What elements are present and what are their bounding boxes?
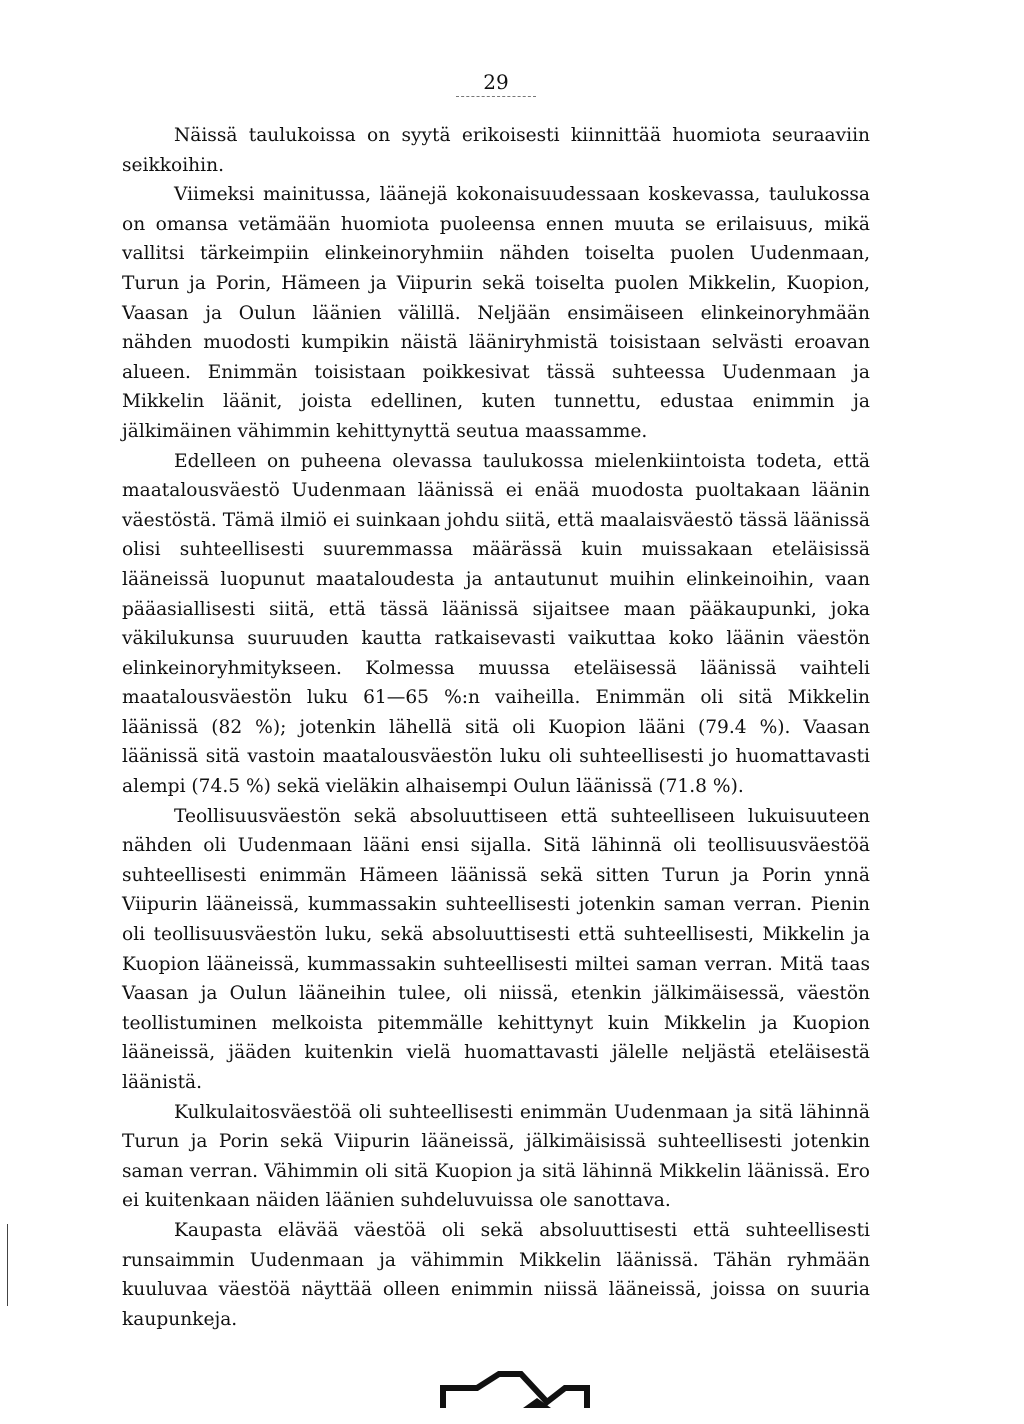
margin-mark bbox=[7, 1224, 8, 1306]
paragraph: Teollisuusväestön sekä absoluuttiseen että suhteelliseen lukuisuuteen nähden oli Uudenmaan lääni ensi sijalla. Sitä lähinnä oli teollisuusväestöä suhteellisesti enimmän Hämeen läänissä sekä sitten Turun ja Porin ynnä Viipurin lääneissä, kummassakin suhteellisesti jotenkin saman verran. Pienin oli teollisuusväestön luku, sekä absoluuttisesti että suhteellisesti, Mikkelin ja Kuopion lääneissä, kummassakin suhteellisesti miltei saman verran. Mitä taas Vaasan ja Oulun lääneihin tulee, oli niissä, etenkin jälkimäisessä, väestön teollistuminen melkoista pitemmälle kehittynyt kuin Mikkelin ja Kuopion lääneissä, jääden kuitenkin vielä huomattavasti jälelle neljästä eteläisestä läänistä. bbox=[122, 805, 870, 1093]
bottom-ornament-icon bbox=[437, 1368, 597, 1410]
paragraph: Näissä taulukoissa on syytä erikoisesti kiinnittää huomiota seuraaviin seikkoihin. bbox=[122, 125, 870, 176]
paragraph: Kulkulaitosväestöä oli suhteellisesti enimmän Uudenmaan ja sitä lähinnä Turun ja Porin sekä Viipurin lääneissä, jälkimäisissä suhteellisesti jotenkin saman verran. Vähimmin oli sitä Kuopion ja sitä lähinnä Mikkelin läänissä. Ero ei kuitenkaan näiden läänien suhdeluvuissa ole sanottava. bbox=[122, 1101, 870, 1212]
paragraph: Edelleen on puheena olevassa taulukossa mielenkiintoista todeta, että maatalousväestö Uudenmaan läänissä ei enää muodosta puoltakaan läänin väestöstä. Tämä ilmiö ei suinkaan johdu siitä, että maalaisväestö tässä läänissä olisi suhteellisesti suuremmassa määrässä kuin muissakaan eteläisissä lääneissä luopunut maataloudesta ja antautunut muihin elinkeinoihin, vaan pääasiallisesti siitä, että tässä läänissä sijaitsee maan pääkaupunki, joka väkilukunsa suuruuden kautta ratkaisevasti vaikuttaa koko läänin väestön elinkeinoryhmitykseen. Kolmessa muussa eteläisessä läänissä vaihteli maatalousväestön luku 61—65 %:n vaiheilla. Enimmän oli sitä Mikkelin läänissä (82 %); jotenkin lähellä sitä oli Kuopion lääni (79.4 %). Vaasan läänissä sitä vastoin maatalousväestön luku oli suhteellisesti jo huomattavasti alempi (74.5 %) sekä vieläkin alhaisempi Oulun läänissä (71.8 %). bbox=[122, 450, 870, 798]
paragraph: Viimeksi mainitussa, läänejä kokonaisuudessaan koskevassa, taulukossa on omansa vetämään huomiota puoleensa ennen muuta se erilaisuus, mikä vallitsi tärkeimpiin elinkeinoryhmiin nähden toiselta puolen Uudenmaan, Turun ja Porin, Hämeen ja Viipurin sekä toiselta puolen Mikkelin, Kuopion, Vaasan ja Oulun läänien välillä. Neljään ensimäiseen elinkeinoryhmään nähden muodosti kumpikin näistä lääniryhmistä toisistaan selvästi eroavan alueen. Enimmän toisistaan poikkesivat tässä suhteessa Uudenmaan ja Mikkelin läänit, joista edellinen, kuten tunnettu, edustaa enimmin ja jälkimäinen vähimmin kehittynyttä seutua maassamme. bbox=[122, 184, 870, 442]
paragraph: Kaupasta elävää väestöä oli sekä absoluuttisesti että suhteellisesti runsaimmin Uudenmaan ja vähimmin Mikkelin läänissä. Tähän ryhmään kuuluvaa väestöä näyttää olleen enimmin niissä lääneissä, joissa on suuria kaupunkeja. bbox=[122, 1219, 870, 1330]
body-text bbox=[122, 121, 870, 1334]
page-number: 29 bbox=[483, 70, 509, 94]
page-number-rule bbox=[456, 96, 536, 97]
